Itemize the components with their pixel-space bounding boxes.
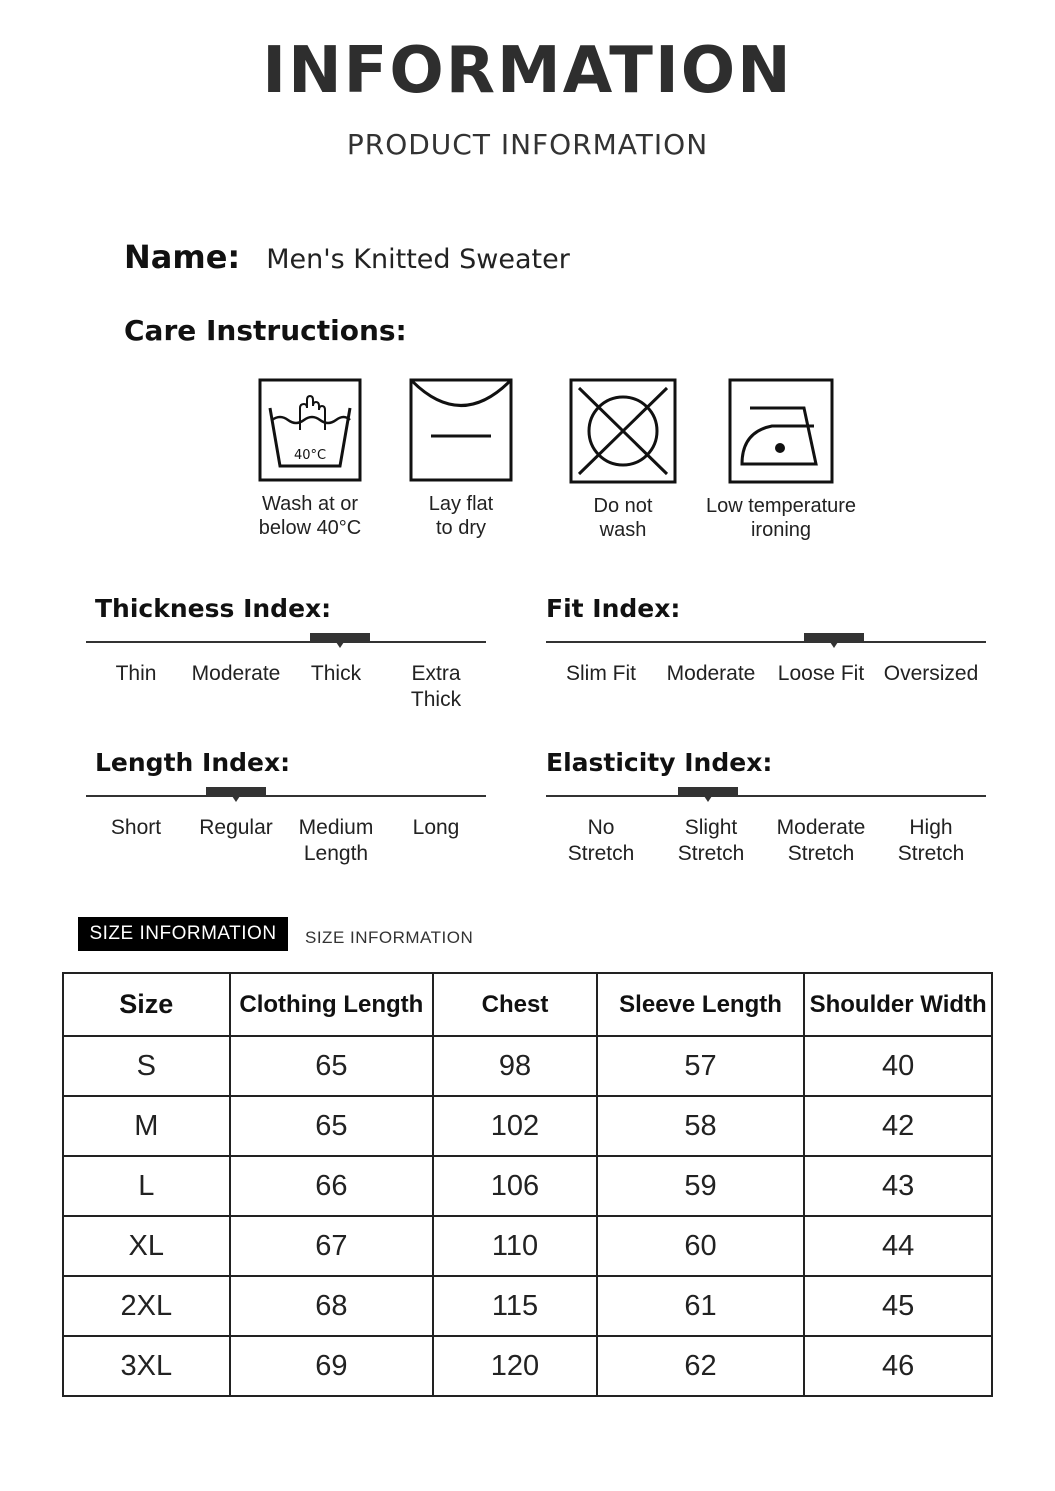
length-index-title: Length Index: (95, 748, 291, 777)
low-temp-iron-icon (728, 378, 834, 484)
table-cell: 60 (597, 1216, 805, 1276)
table-header-row (63, 973, 992, 1036)
length-track (86, 795, 486, 797)
fit-options (546, 661, 986, 687)
size-information-subtitle: SIZE INFORMATION (305, 928, 474, 947)
thickness-option: Thick (310, 662, 362, 685)
table-cell: 62 (597, 1336, 805, 1396)
table-cell: 43 (804, 1156, 992, 1216)
table-cell: 106 (433, 1156, 597, 1216)
table-cell: 65 (230, 1096, 434, 1156)
elasticity-index-title: Elasticity Index: (546, 748, 773, 777)
table-cell: 58 (597, 1096, 805, 1156)
table-cell: 67 (230, 1216, 434, 1276)
table-cell: S (63, 1036, 230, 1096)
table-cell: L (63, 1156, 230, 1216)
elasticity-index (546, 748, 986, 867)
length-option: Short (110, 816, 162, 839)
care-label-wash: Wash at or below 40°C (258, 493, 362, 539)
table-cell: M (63, 1096, 230, 1156)
fit-index-title: Fit Index: (546, 594, 681, 623)
table-cell: 98 (433, 1036, 597, 1096)
length-option: Long (412, 816, 460, 839)
size-table (62, 972, 993, 1397)
thickness-track (86, 641, 486, 643)
fit-track (546, 641, 986, 643)
fit-index (546, 594, 986, 687)
table-cell: 115 (433, 1276, 597, 1336)
thickness-options (86, 661, 486, 713)
table-cell: 2XL (63, 1276, 230, 1336)
thickness-marker (310, 633, 370, 641)
care-label-do-not-wash: Do not wash (593, 495, 653, 541)
table-cell: 59 (597, 1156, 805, 1216)
elasticity-options (546, 815, 986, 867)
do-not-wash-icon (569, 378, 677, 484)
fit-option: Loose Fit (777, 662, 865, 685)
elasticity-option: Moderate Stretch (776, 816, 866, 865)
size-information-tag: SIZE INFORMATION (78, 917, 288, 951)
thickness-index-title: Thickness Index: (95, 594, 332, 623)
elasticity-option: High Stretch (897, 816, 965, 865)
table-cell: 102 (433, 1096, 597, 1156)
header-chest: Chest (433, 973, 597, 1036)
lay-flat-dry-icon (409, 378, 513, 482)
table-cell: 45 (804, 1276, 992, 1336)
table-row (63, 1156, 992, 1216)
fit-marker (804, 633, 864, 641)
thickness-option: Moderate (191, 662, 281, 685)
table-row (63, 1336, 992, 1396)
page-subtitle: PRODUCT INFORMATION (346, 128, 709, 161)
wash-temp-text: 40°C (293, 448, 327, 463)
name-label: Name: (124, 238, 241, 276)
care-label-low-temp-iron: Low temperature ironing (705, 495, 857, 541)
length-index (86, 748, 486, 867)
header-clothing-length: Clothing Length (230, 973, 434, 1036)
table-row (63, 1276, 992, 1336)
care-label-lay-flat: Lay flat to dry (428, 493, 494, 539)
elasticity-option: Slight Stretch (677, 816, 745, 865)
wash-40-icon (258, 378, 362, 482)
elasticity-track (546, 795, 986, 797)
product-name-row (124, 238, 570, 276)
table-cell: 46 (804, 1336, 992, 1396)
care-instructions-title: Care Instructions: (124, 314, 407, 347)
fit-option: Oversized (883, 662, 979, 685)
elasticity-marker (678, 787, 738, 795)
length-marker (206, 787, 266, 795)
table-cell: 120 (433, 1336, 597, 1396)
length-option: Medium Length (298, 816, 374, 865)
table-cell: 68 (230, 1276, 434, 1336)
fit-option: Moderate (666, 662, 756, 685)
table-cell: 110 (433, 1216, 597, 1276)
table-row (63, 1036, 992, 1096)
name-value: Men's Knitted Sweater (266, 244, 570, 275)
thickness-option: Thin (115, 662, 157, 685)
thickness-option: Extra Thick (410, 662, 462, 711)
length-options (86, 815, 486, 867)
elasticity-option: No Stretch (567, 816, 635, 865)
thickness-index (86, 594, 486, 713)
header-size: Size (63, 973, 230, 1036)
table-cell: 57 (597, 1036, 805, 1096)
table-row (63, 1096, 992, 1156)
header-shoulder-width: Shoulder Width (804, 973, 992, 1036)
header-sleeve-length: Sleeve Length (597, 973, 805, 1036)
table-cell: 40 (804, 1036, 992, 1096)
table-row (63, 1216, 992, 1276)
table-cell: 3XL (63, 1336, 230, 1396)
fit-option: Slim Fit (566, 662, 636, 685)
table-cell: 66 (230, 1156, 434, 1216)
table-cell: 69 (230, 1336, 434, 1396)
table-cell: 61 (597, 1276, 805, 1336)
table-cell: 44 (804, 1216, 992, 1276)
table-cell: 65 (230, 1036, 434, 1096)
care-item-low-temp-iron (681, 378, 881, 542)
page-title: INFORMATION (262, 34, 793, 108)
table-cell: XL (63, 1216, 230, 1276)
table-cell: 42 (804, 1096, 992, 1156)
length-option: Regular (199, 816, 273, 839)
